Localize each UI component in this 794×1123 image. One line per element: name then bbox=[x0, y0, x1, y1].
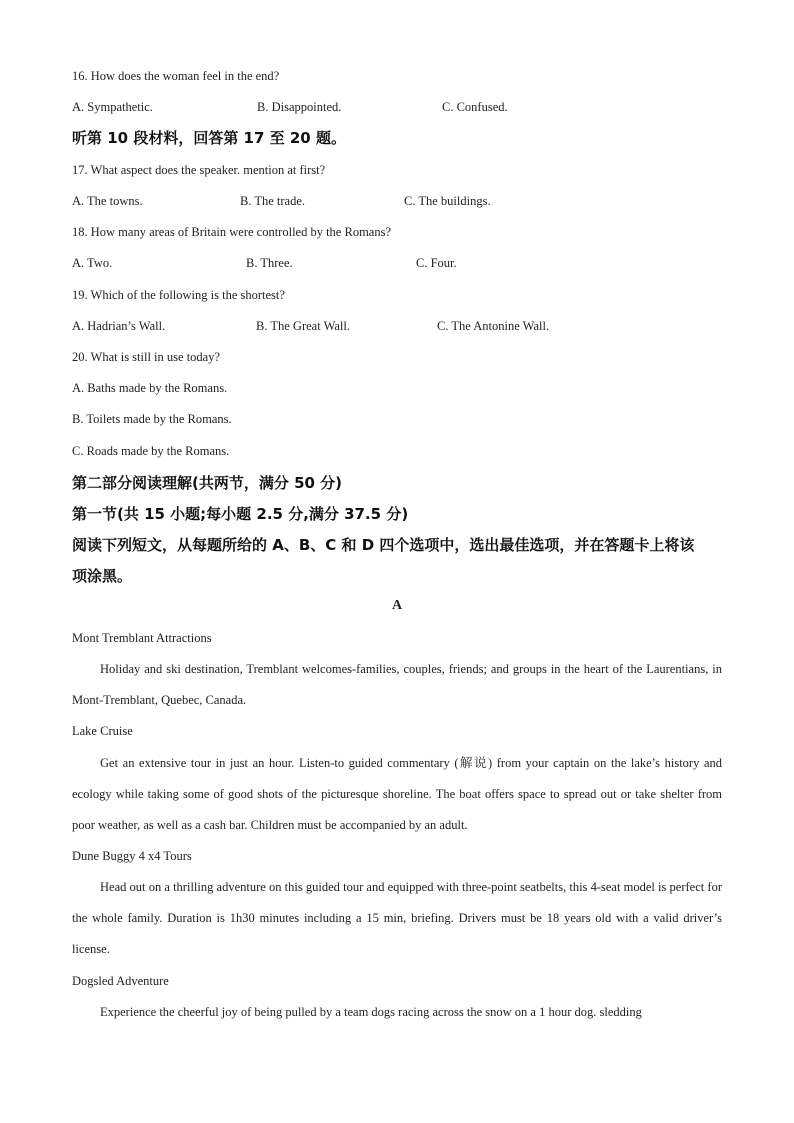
dune-buggy-heading: Dune Buggy 4 x4 Tours bbox=[72, 849, 192, 863]
dune-buggy-paragraph: Head out on a thrilling adventure on this guided tour and equipped with three-point seatbelts, this 4-seat model is perfect for the whole family. Duration is 1h30 minutes including a 15 min, briefing. Drivers must be 18 years old with a valid driver’s license. bbox=[72, 880, 722, 957]
question-17-option-b: B. The trade. bbox=[240, 194, 306, 208]
instructions-line-2: 项涂黑。 bbox=[72, 567, 133, 585]
question-16-stem: 16. How does the woman feel in the end? bbox=[72, 69, 280, 83]
section-1-title: 第一节(共 15 小题;每小题 2.5 分,满分 37.5 分) bbox=[72, 505, 409, 523]
passage-label: A bbox=[391, 598, 403, 613]
question-18-stem: 18. How many areas of Britain were controlled by the Romans? bbox=[72, 225, 392, 239]
question-18-option-a: A. Two. bbox=[72, 256, 113, 270]
lake-cruise-heading: Lake Cruise bbox=[72, 724, 133, 738]
question-19-option-c: C. The Antonine Wall. bbox=[437, 319, 550, 333]
question-20-stem: 20. What is still in use today? bbox=[72, 350, 221, 364]
dogsled-heading: Dogsled Adventure bbox=[72, 974, 169, 988]
passage-title: Mont Tremblant Attractions bbox=[72, 631, 212, 645]
question-17-option-a: A. The towns. bbox=[72, 194, 143, 208]
question-19-option-b: B. The Great Wall. bbox=[256, 319, 350, 333]
question-19-option-a: A. Hadrian’s Wall. bbox=[72, 319, 166, 333]
question-20-option-a: A. Baths made by the Romans. bbox=[72, 381, 228, 395]
dogsled-paragraph: Experience the cheerful joy of being pulled by a team dogs racing across the snow on a 1 hour dog. sledding bbox=[100, 1005, 642, 1019]
question-20-option-c: C. Roads made by the Romans. bbox=[72, 444, 230, 458]
question-16-option-c: C. Confused. bbox=[442, 100, 508, 114]
section-10-heading: 听第 10 段材料，回答第 17 至 20 题。 bbox=[72, 129, 346, 147]
question-16-option-a: A. Sympathetic. bbox=[72, 100, 153, 114]
question-17-stem: 17. What aspect does the speaker. mention at first? bbox=[72, 163, 326, 177]
question-16-option-b: B. Disappointed. bbox=[257, 100, 342, 114]
lake-cruise-paragraph: Get an extensive tour in just an hour. Listen-to guided commentary (解说) from your captain on the lake’s history and ecology while taking some of good shots of the picturesque shoreline. The boat offers space to spread out or take shelter from poor weather, as well as a cash bar. Children must be accompanied by an adult. bbox=[72, 756, 722, 833]
part-2-title: 第二部分阅读理解(共两节，满分 50 分) bbox=[72, 474, 343, 492]
question-19-stem: 19. Which of the following is the shortest? bbox=[72, 288, 285, 302]
question-18-option-c: C. Four. bbox=[416, 256, 457, 270]
intro-paragraph: Holiday and ski destination, Tremblant welcomes-families, couples, friends; and groups in the heart of the Laurentians, in Mont-Tremblant, Quebec, Canada. bbox=[72, 662, 722, 708]
question-18-option-b: B. Three. bbox=[246, 256, 293, 270]
question-17-option-c: C. The buildings. bbox=[404, 194, 491, 208]
instructions-line-1: 阅读下列短文，从每题所给的 A、B、C 和 D 四个选项中，选出最佳选项，并在答题卡上将该 bbox=[72, 536, 695, 554]
question-20-option-b: B. Toilets made by the Romans. bbox=[72, 412, 232, 426]
